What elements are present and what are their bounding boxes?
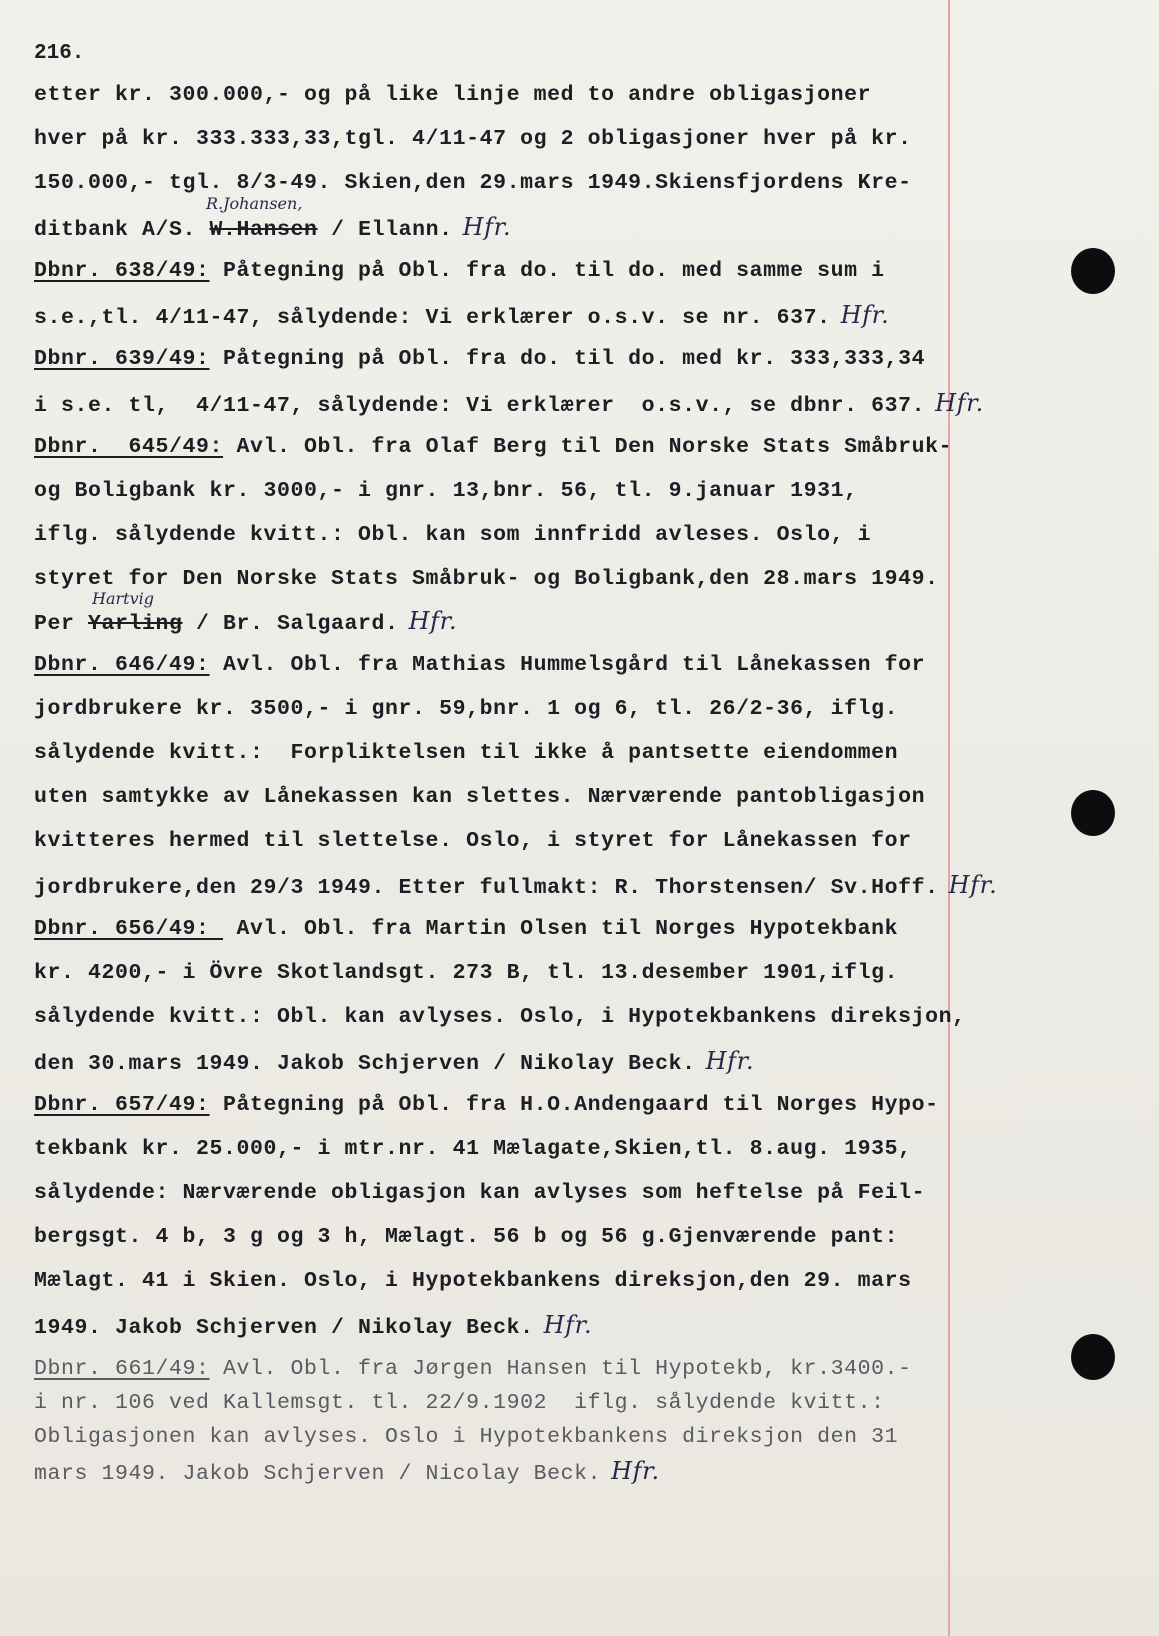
text-line: Obligasjonen kan avlyses. Oslo i Hypotekbankens direksjon den 31 [34, 1425, 899, 1449]
binder-hole-top [1071, 248, 1115, 294]
struck-name: W.Hansen [209, 218, 318, 242]
text-line: og Boligbank kr. 3000,- i gnr. 13,bnr. 56, tl. 9.januar 1931, [34, 479, 858, 503]
text-line: etter kr. 300.000,- og på like linje med to andre obligasjoner [34, 83, 872, 107]
handwritten-initials: Hfr. [935, 389, 984, 417]
handwritten-initials: Hfr. [948, 871, 998, 899]
entry-ref: Dbnr. 661/49: [34, 1357, 210, 1381]
entry-first-line: Dbnr. 646/49: Avl. Obl. fra Mathias Hummelsgård til Lånekassen for [34, 653, 926, 677]
handwritten-initials: Hfr. [408, 607, 458, 635]
binder-hole-bottom [1071, 1334, 1115, 1380]
margin-rule [948, 0, 950, 1636]
text-line: jordbrukere kr. 3500,- i gnr. 59,bnr. 1 og 6, tl. 26/2-36, iflg. [34, 697, 899, 721]
handwritten-initials: Hfr. [840, 301, 890, 329]
text-line: i nr. 106 ved Kallemsgt. tl. 22/9.1902 iflg. sålydende kvitt.: [34, 1391, 885, 1415]
page-number: 216. [34, 42, 85, 65]
struck-name: Yarling [88, 612, 183, 636]
text-line: iflg. sålydende kvitt.: Obl. kan som innfridd avleses. Oslo, i [34, 523, 872, 547]
text-line: hver på kr. 333.333,33,tgl. 4/11-47 og 2 obligasjoner hver på kr. [34, 127, 912, 151]
entry-first-line: Dbnr. 661/49: Avl. Obl. fra Jørgen Hansen til Hypotekb, kr.3400.- [34, 1357, 912, 1381]
text-line: kvitteres hermed til slettelse. Oslo, i styret for Lånekassen for [34, 829, 912, 853]
text-line: s.e.,tl. 4/11-47, sålydende: Vi erklærer o.s.v. se nr. 637. Hfr. [34, 301, 890, 330]
entry-first-line: Dbnr. 638/49: Påtegning på Obl. fra do. til do. med samme sum i [34, 259, 885, 283]
handwritten-initials: Hfr. [543, 1311, 593, 1339]
text-line: sålydende: Nærværende obligasjon kan avlyses som heftelse på Feil- [34, 1181, 926, 1205]
text-line: sålydende kvitt.: Obl. kan avlyses. Oslo, i Hypotekbankens direksjon, [34, 1005, 966, 1029]
entry-ref: Dbnr. 657/49: [34, 1093, 210, 1117]
text-line: mars 1949. Jakob Schjerven / Nicolay Beck. Hfr. [34, 1457, 660, 1486]
handwritten-initials: Hfr. [611, 1457, 660, 1485]
handwritten-correction: R.Johansen, [206, 194, 303, 213]
text-line: 150.000,- tgl. 8/3-49. Skien,den 29.mars 1949.Skiensfjordens Kre- [34, 171, 912, 195]
text-line: Per Yarling / Br. Salgaard. Hfr. [34, 607, 458, 636]
entry-ref: Dbnr. 638/49: [34, 259, 210, 283]
handwritten-correction: Hartvig [92, 589, 154, 608]
entry-first-line: Dbnr. 639/49: Påtegning på Obl. fra do. til do. med kr. 333,333,34 [34, 347, 926, 371]
text-line: tekbank kr. 25.000,- i mtr.nr. 41 Mælagate,Skien,tl. 8.aug. 1935, [34, 1137, 912, 1161]
text-line: sålydende kvitt.: Forpliktelsen til ikke å pantsette eiendommen [34, 741, 899, 765]
entry-ref: Dbnr. 646/49: [34, 653, 210, 677]
entry-first-line: Dbnr. 657/49: Påtegning på Obl. fra H.O.Andengaard til Norges Hypo- [34, 1093, 939, 1117]
entry-ref: Dbnr. 639/49: [34, 347, 210, 371]
entry-first-line: Dbnr. 645/49: Avl. Obl. fra Olaf Berg til Den Norske Stats Småbruk- [34, 435, 953, 459]
binder-hole-middle [1071, 790, 1115, 836]
text-line: i s.e. tl, 4/11-47, sålydende: Vi erklærer o.s.v., se dbnr. 637. Hfr. [34, 389, 984, 418]
text-line: jordbrukere,den 29/3 1949. Etter fullmakt: R. Thorstensen/ Sv.Hoff. Hfr. [34, 871, 998, 900]
text-line: Mælagt. 41 i Skien. Oslo, i Hypotekbankens direksjon,den 29. mars [34, 1269, 912, 1293]
entry-ref: Dbnr. 656/49: [34, 917, 224, 941]
text-line: ditbank A/S. W.Hansen / Ellann. Hfr. [34, 213, 512, 242]
text-line: kr. 4200,- i Övre Skotlandsgt. 273 B, tl. 13.desember 1901,iflg. [34, 961, 899, 985]
handwritten-initials: Hfr. [462, 213, 512, 241]
text-line: styret for Den Norske Stats Småbruk- og Boligbank,den 28.mars 1949. [34, 567, 939, 591]
entry-first-line: Dbnr. 656/49: Avl. Obl. fra Martin Olsen til Norges Hypotekbank [34, 917, 899, 941]
text-line: bergsgt. 4 b, 3 g og 3 h, Mælagt. 56 b og 56 g.Gjenværende pant: [34, 1225, 899, 1249]
handwritten-initials: Hfr. [705, 1047, 755, 1075]
text-line: uten samtykke av Lånekassen kan slettes. Nærværende pantobligasjon [34, 785, 926, 809]
text-line: 1949. Jakob Schjerven / Nikolay Beck. Hfr. [34, 1311, 593, 1340]
entry-ref: Dbnr. 645/49: [34, 435, 224, 459]
text-line: den 30.mars 1949. Jakob Schjerven / Nikolay Beck. Hfr. [34, 1047, 755, 1076]
